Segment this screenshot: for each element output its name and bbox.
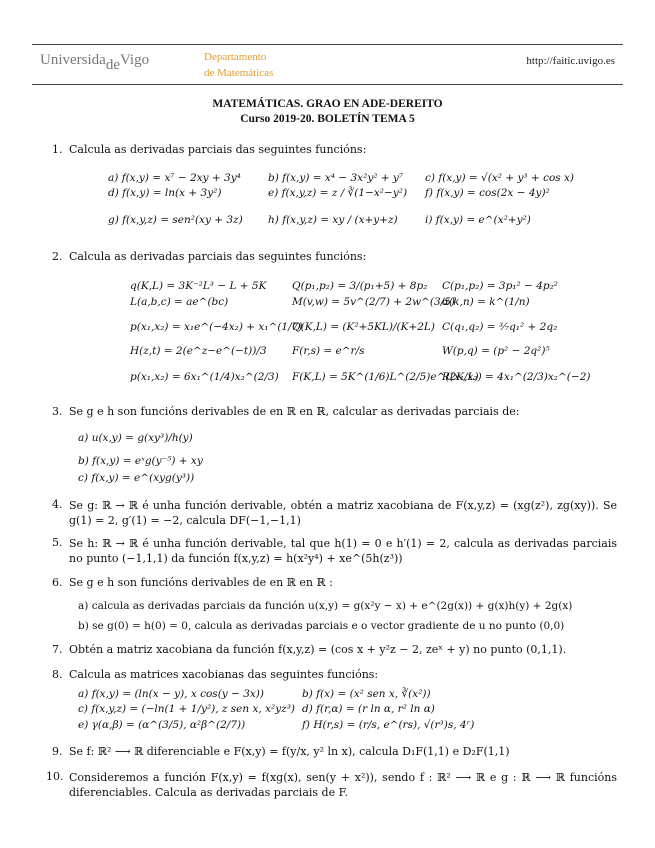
q2-r4-c2: F(r,s) = e^r/s: [292, 345, 365, 357]
q2-r4-c1: H(z,t) = 2(e^z−e^(−t))/3: [130, 345, 267, 357]
header-bottom-rule: [32, 84, 623, 85]
question-4-text: Se g: ℝ → ℝ é unha función derivable, obtén a matriz xacobiana de F(x,y,z) = (xg(z²), zg(xy)). Se g(1) = 2, g′(1) = −2, calcula DF(−1,−1,1): [69, 499, 617, 527]
document-title: MATEMÁTICAS. GRAO EN ADE-DEREITO: [212, 98, 443, 110]
q2-r1-c1: q(K,L) = 3K⁻²L³ − L + 5K: [130, 280, 267, 292]
q8-item-b: b) f(x) = (x² sen x, ∛(x²)): [302, 688, 431, 700]
q2-r3-c3: C(q₁,q₂) = ³⁄₇q₁² + 2q₂: [442, 321, 558, 333]
question-2-text: Calcula as derivadas parciais das seguintes funcións:: [69, 250, 367, 263]
q2-r2-c1: L(a,b,c) = ae^(bc): [130, 296, 229, 308]
q1-item-f: f) f(x,y) = cos(2x − 4y)²: [425, 187, 550, 199]
header-top-rule: [32, 44, 623, 45]
question-4-number: 4.: [52, 498, 63, 511]
q3-item-c: c) f(x,y) = e^(xyg(y³)): [78, 472, 195, 484]
question-5-number: 5.: [52, 536, 63, 549]
q2-r4-c3: W(p,q) = (p² − 2q²)⁵: [442, 345, 550, 357]
q3-item-b: b) f(x,y) = eˣg(y⁻⁵) + xy: [78, 455, 203, 467]
faitic-url: http://faitic.uvigo.es: [526, 55, 615, 67]
question-3-text: Se g e h son funcións derivables de en ℝ en ℝ, calcular as derivadas parciais de:: [69, 405, 520, 418]
question-9-text: Se f: ℝ² ⟶ ℝ diferenciable e F(x,y) = f(y/x, y² ln x), calcula D₁F(1,1) e D₂F(1,1): [69, 745, 510, 758]
q2-r3-c1: p(x₁,x₂) = x₁e^(−4x₂) + x₁^(1/7): [130, 321, 303, 333]
q1-item-d: d) f(x,y) = ln(x + 3y²): [108, 187, 222, 199]
question-2-number: 2.: [52, 250, 63, 263]
q1-item-a: a) f(x,y) = x⁷ − 2xy + 3y⁴: [108, 172, 241, 184]
question-6-number: 6.: [52, 576, 63, 589]
q2-r5-c3: R(x₁,x₂) = 4x₁^(2/3)x₂^(−2): [442, 371, 591, 383]
q1-item-g: g) f(x,y,z) = sen²(xy + 3z): [108, 214, 243, 226]
q8-item-d: d) f(r,α) = (r ln α, r² ln α): [302, 703, 435, 715]
question-10-number: 10.: [46, 770, 64, 783]
question-1-number: 1.: [52, 143, 63, 156]
q6-item-b: b) se g(0) = h(0) = 0, calcula as derivadas parciais e o vector gradiente de u no punto (0,0): [78, 620, 565, 632]
question-10-text: Consideremos a función F(x,y) = f(xg(x), sen(y + x²)), sendo f : ℝ² ⟶ ℝ e g : ℝ ⟶ ℝ funcións diferenciables. Calcula as derivadas parciais de F.: [69, 771, 617, 799]
page-header: [0, 42, 655, 88]
q8-item-f: f) H(r,s) = (r/s, e^(rs), √(r³)s, 4ʳ): [302, 719, 475, 731]
question-7-number: 7.: [52, 643, 63, 656]
question-7-text: Obtén a matriz xacobiana da función f(x,y,z) = (cos x + y²z − 2, zeˣ + y) no punto (0,1,1).: [69, 643, 567, 656]
university-logo: UniversidadeVigo: [40, 52, 150, 73]
question-9-number: 9.: [52, 745, 63, 758]
q1-item-i: i) f(x,y) = e^(x²+y²): [425, 214, 531, 226]
q1-item-c: c) f(x,y) = √(x² + y³ + cos x): [425, 172, 575, 184]
q8-item-a: a) f(x,y) = (ln(x − y), x cos(y − 3x)): [78, 688, 264, 700]
q2-r2-c2: M(v,w) = 5v^(2/7) + 2w^(3/5): [292, 296, 455, 308]
q8-item-e: e) γ(α,β) = (α^(3/5), α²β^(2/7)): [78, 719, 246, 731]
q2-r1-c2: Q(p₁,p₂) = 3/(p₁+5) + 8p₂: [292, 280, 428, 292]
q1-item-h: h) f(x,y,z) = xy / (x+y+z): [268, 214, 398, 226]
q2-r5-c2: F(K,L) = 5K^(1/6)L^(2/5)e^(2K/L): [292, 371, 479, 383]
q6-item-a: a) calcula as derivadas parciais da función u(x,y) = g(x²y − x) + e^(2g(x)) + g(x)h(y) + 2g(x): [78, 600, 573, 612]
q2-r2-c3: α(k,n) = k^(1/n): [442, 296, 530, 308]
question-8-number: 8.: [52, 668, 63, 681]
question-6-text: Se g e h son funcións derivables de en ℝ en ℝ :: [69, 576, 333, 589]
question-8-text: Calcula as matrices xacobianas das seguintes funcións:: [69, 668, 379, 681]
q2-r1-c3: C(p₁,p₂) = 3p₁² − 4p₂²: [442, 280, 559, 292]
q1-item-e: e) f(x,y,z) = z / ∛(1−x²−y²): [268, 187, 408, 199]
q8-item-c: c) f(x,y,z) = (−ln(1 + 1/y²), z sen x, x²yz³): [78, 703, 295, 715]
question-1-text: Calcula as derivadas parciais das seguintes funcións:: [69, 143, 367, 156]
question-3-number: 3.: [52, 405, 63, 418]
department-name: Departamento de Matemáticas: [204, 51, 274, 79]
q3-item-a: a) u(x,y) = g(xy³)/h(y): [78, 432, 193, 444]
question-5-text: Se h: ℝ → ℝ é unha función derivable, tal que h(1) = 0 e h′(1) = 2, calcula as derivadas parciais no punto (−1,1,1) da función f(x,y,z) = h(x²y⁴) + xe^(5h(z³)): [69, 537, 617, 565]
q2-r3-c2: Q(K,L) = (K²+5KL)/(K+2L): [292, 321, 435, 333]
q2-r5-c1: p(x₁,x₂) = 6x₁^(1/4)x₂^(2/3): [130, 371, 279, 383]
q1-item-b: b) f(x,y) = x⁴ − 3x²y² + y⁷: [268, 172, 404, 184]
document-subtitle: Curso 2019-20. BOLETÍN TEMA 5: [240, 113, 415, 125]
